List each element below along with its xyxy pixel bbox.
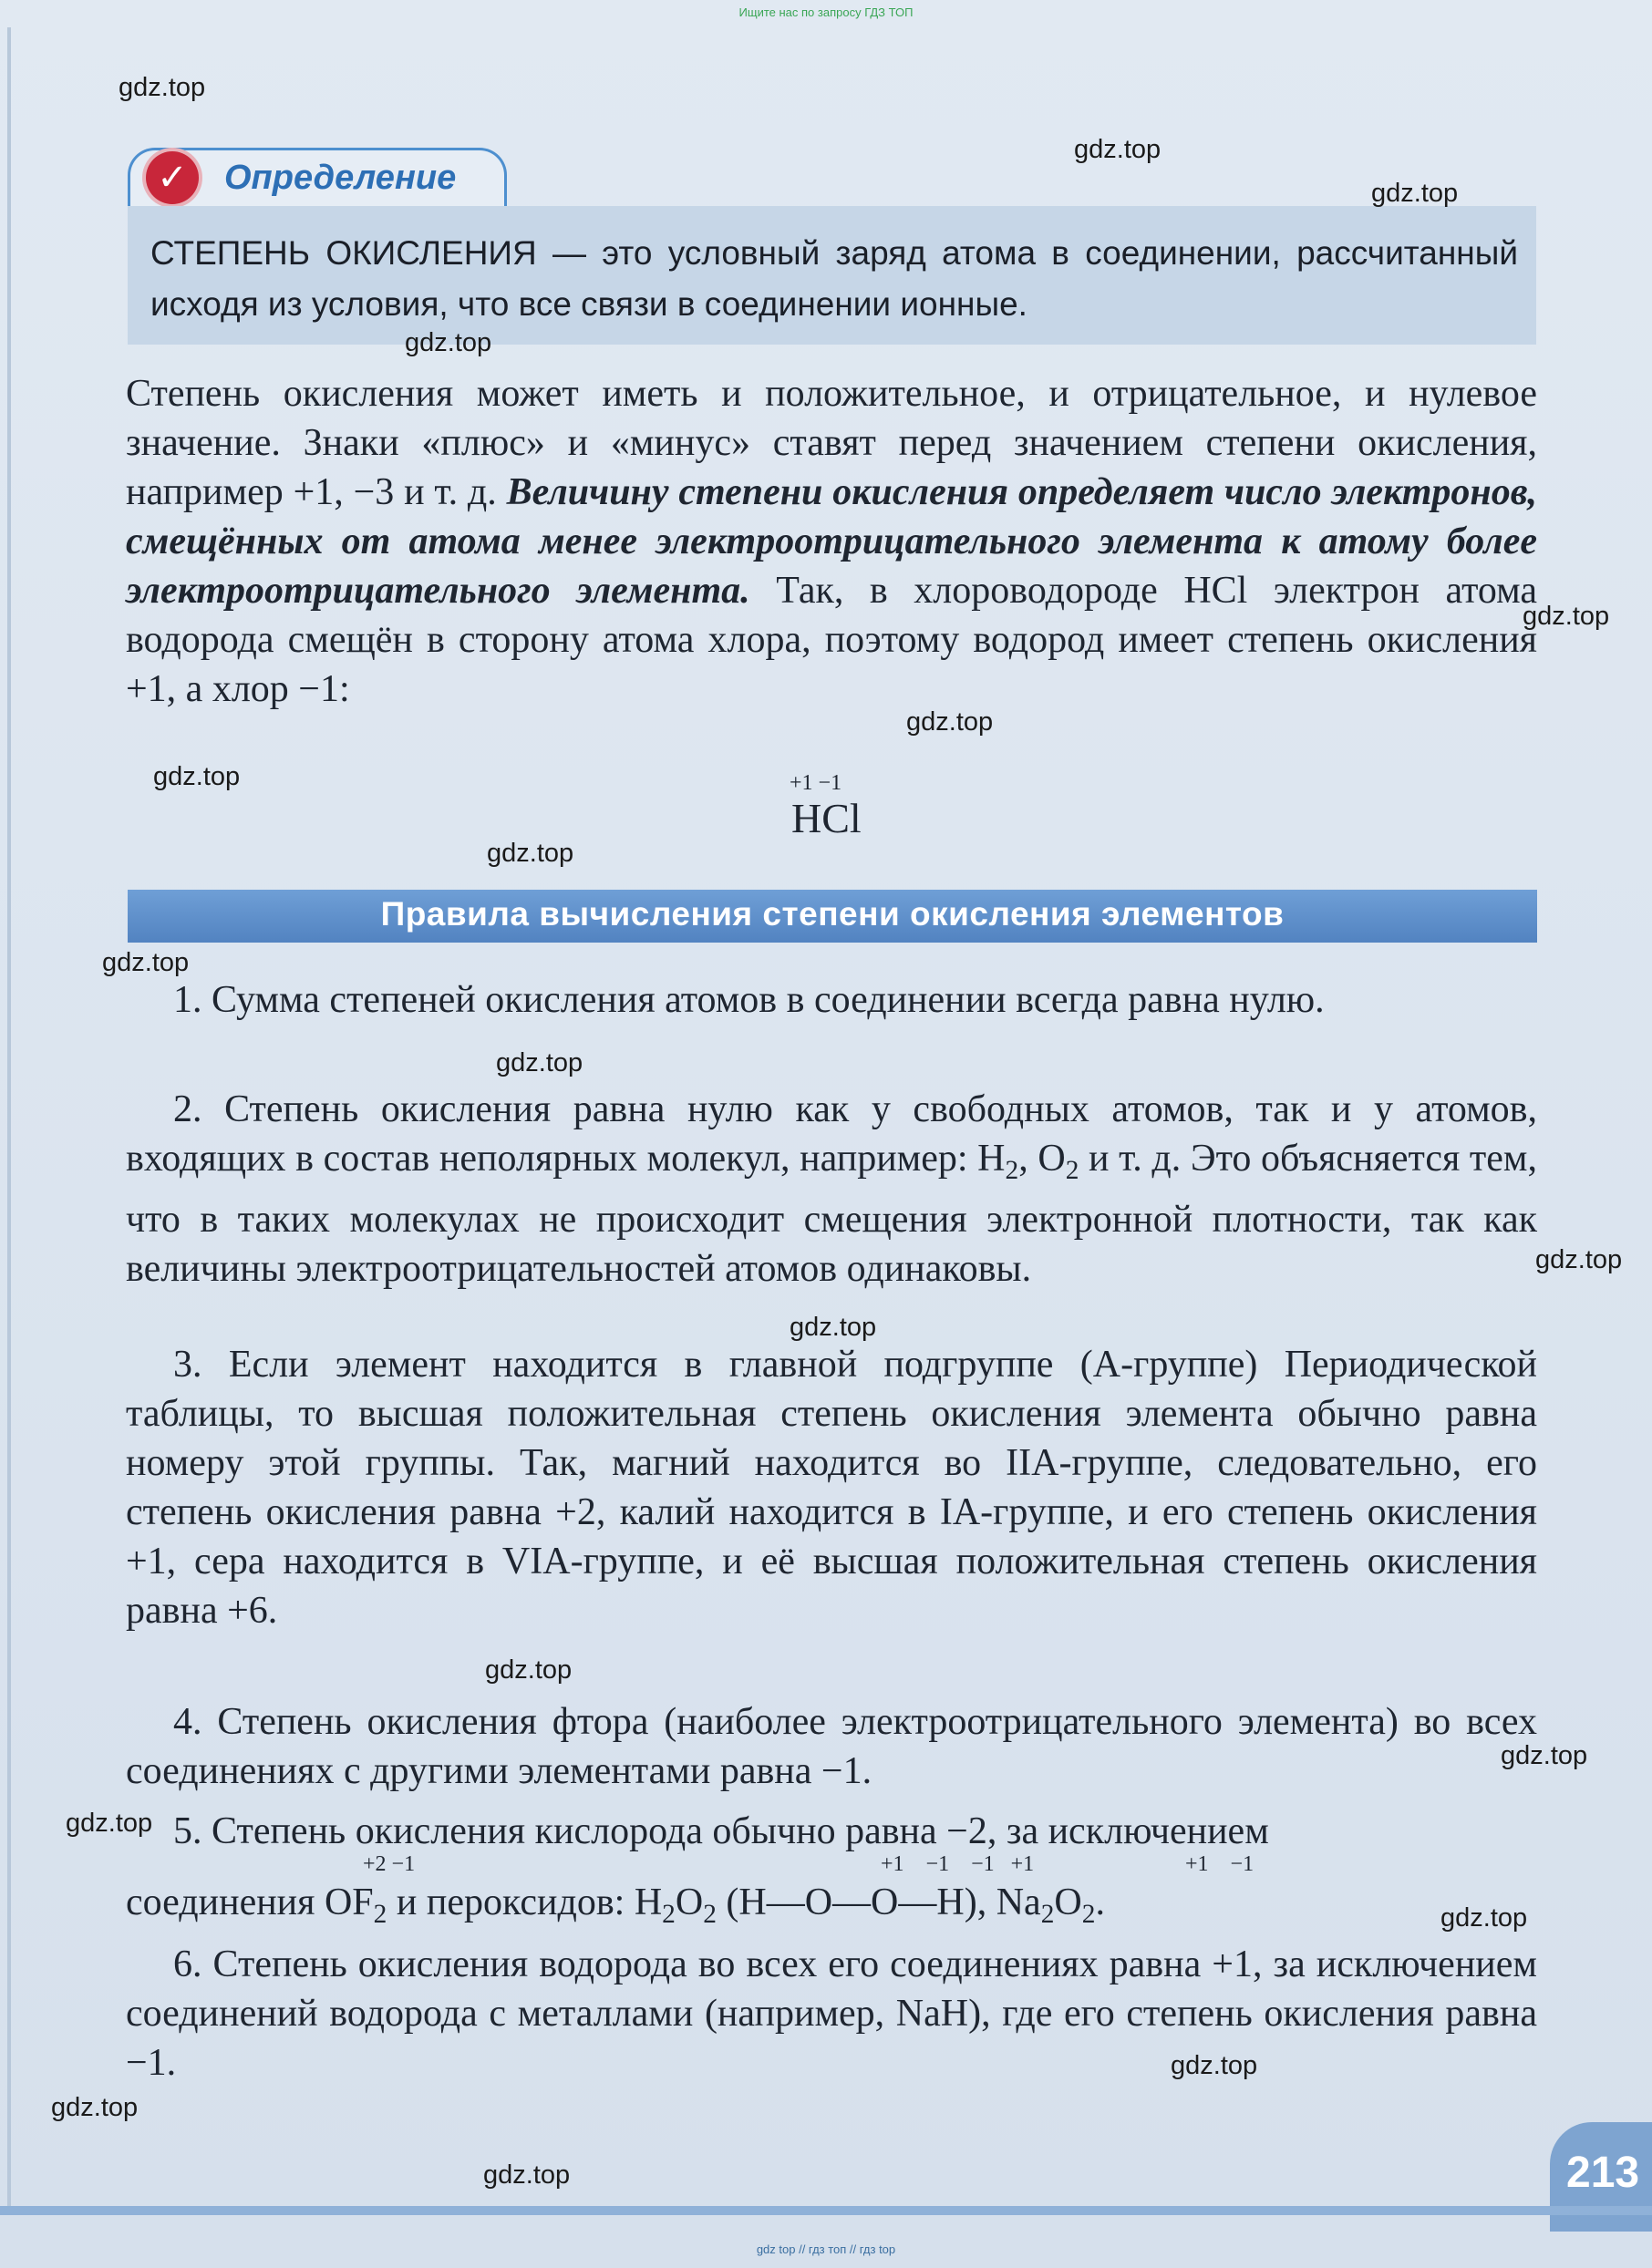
rule-5-sub-o2: 2 [703,1899,717,1929]
watermark: gdz.top [102,948,190,977]
watermark: gdz.top [1171,2051,1258,2080]
watermark: gdz.top [1074,135,1162,164]
bottom-banner: gdz top // гдз топ // гдз top [756,2242,896,2256]
rule-2-text-a: 2. Степень окисления равна нулю как у свободных атомов, так и у атомов, входящих в состав неполярных молекул, например: H [126,1088,1537,1180]
rule-2-sub-o: 2 [1065,1155,1079,1185]
rule-5-sub-o2-b: 2 [1081,1899,1096,1929]
intro-italic: Величину степени окисления определяет число электронов, смещённых от атома менее электроотрицательного элемента к атому более электроотрицательного элемента. [126,471,1538,612]
rule-2-text-mid: , O [1018,1138,1066,1180]
watermark: gdz.top [153,762,241,791]
rule-4: 4. Степень окисления фтора (наиболее электроотрицательного элемента) во всех соединениях с другими элементами равна −1. [126,1701,1537,1792]
rule-5-sub-of2: 2 [373,1899,387,1929]
watermark: gdz.top [119,73,206,102]
na2o2-oxidation-states: +1 −1 [1185,1852,1254,1876]
watermark: gdz.top [51,2093,139,2122]
intro-paragraph [126,369,1537,714]
rule-2-sub-h: 2 [1005,1155,1019,1185]
rule-3: 3. Если элемент находится в главной подгруппе (А-группе) Периодической таблицы, то высшая положительная степень окисления элемента обычно равна номеру этой группы. Так, магний находится во IIA-группе, следовательно, его степень окисления равна +2, калий находится в IA-группе, и его степень окисления +1, сера находится в VIA-группе, и её высшая положительная степень окисления равна +6. [126,1344,1537,1632]
watermark: gdz.top [1371,179,1459,208]
watermark: gdz.top [906,707,994,737]
hcl-oxidation-states: +1 −1 [790,771,842,795]
watermark: gdz.top [1535,1245,1623,1274]
rule-5-text-na: (H—O—O—H), Na [716,1881,1041,1923]
rule-5-text-of: соединения OF [126,1881,374,1923]
watermark: gdz.top [1523,602,1610,631]
rule-2 [126,1085,1537,1294]
rule-5-sub-na2: 2 [1040,1899,1055,1929]
rule-5-text-h: и пероксидов: H [387,1881,663,1923]
checkmark-icon: ✓ [146,151,199,204]
rule-5-text-o: O [675,1881,704,1923]
of2-oxidation-states: +2 −1 [363,1852,416,1876]
rule-1: 1. Сумма степеней окисления атомов в соединении всегда равна нулю. [173,979,1325,1021]
watermark: gdz.top [1501,1741,1588,1770]
definition-label: Определение [224,159,457,197]
watermark: gdz.top [496,1048,583,1077]
intro-text-a: Степень окисления может иметь и положительное, и отрицательное, и нулевое значение. Знаки «плюс» и «минус» ставят перед значением степени окисления, например +1, −3 и т. д. [126,373,1537,513]
hooh-oxidation-states: +1 −1 −1 +1 [881,1852,1035,1876]
watermark: gdz.top [487,839,574,868]
watermark: gdz.top [790,1313,877,1342]
watermark: gdz.top [66,1809,153,1838]
page-edge-rule [7,27,11,2206]
rules-title: Правила вычисления степени окисления элементов [380,895,1285,933]
top-banner: Ищите нас по запросу ГДЗ ТОП [738,5,914,19]
hcl-formula: HCl [791,795,862,841]
watermark: gdz.top [405,328,492,357]
watermark: gdz.top [485,1655,573,1685]
rule-5-text-end: . [1095,1881,1105,1923]
rule-5-line-2 [126,1878,1537,1939]
rule-5-text-o-b: O [1054,1881,1082,1923]
bottom-strip [0,2206,1652,2215]
watermark: gdz.top [483,2160,571,2190]
rule-6: 6. Степень окисления водорода во всех его соединениях равна +1, за исключением соединений водорода с металлами (например, NaH), где его степень окисления равна −1. [126,1943,1537,2084]
definition-text: СТЕПЕНЬ ОКИСЛЕНИЯ — это условный заряд атома в соединении, рассчитанный исходя из условия, что все связи в соединении ионные. [150,234,1518,323]
intro-text-b: Так, в хлороводороде HCl электрон атома водорода смещён в сторону атома хлора, поэтому водород имеет степень окисления +1, а хлор −1: [126,570,1538,710]
rule-5-sub-h2: 2 [662,1899,676,1929]
page-number: 213 [1566,2149,1640,2197]
rule-2-text-b: и т. д. Это объясняется тем, что в таких молекулах не происходит смещения электронной плотности, так как величины электроотрицательностей атомов одинаковы. [126,1138,1537,1290]
rule-5-line-1: 5. Степень окисления кислорода обычно равна −2, за исключением [173,1810,1269,1852]
watermark: gdz.top [1440,1903,1528,1933]
